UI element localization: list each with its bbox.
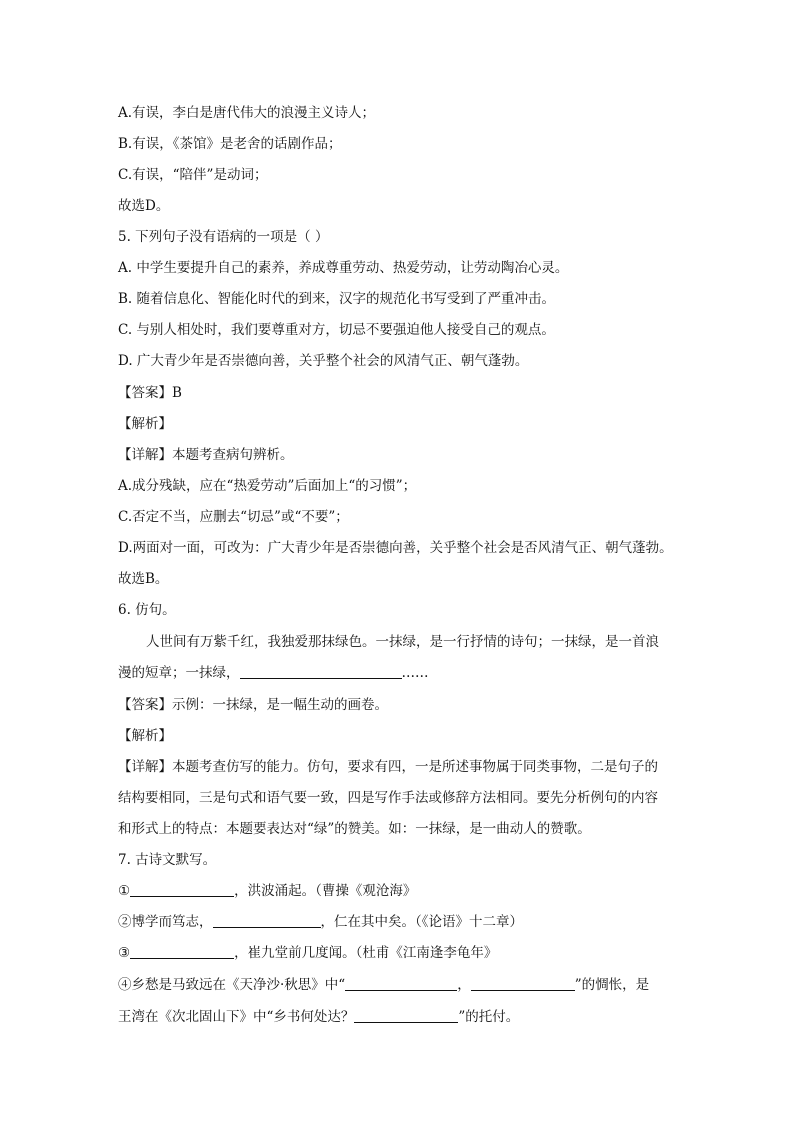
detail-text: 结构要相同，三是句式和语气要一致，四是写作手法或修辞方法相同。要先分析例句的内容	[118, 790, 658, 806]
detail-text: C.否定不当，应删去“切忌”或“不要”；	[118, 509, 349, 525]
detail-text: D.两面对一面，可改为：广大青少年是否崇德向善，关乎整个社会是否风清气正、朝气蓬勃。	[118, 540, 673, 556]
prompt-text: 人世间有万紫千红，我独爱那抹绿色。一抹绿，是一行抒情的诗句；一抹绿，是一首浪	[146, 634, 659, 650]
prompt-text-line	[118, 663, 429, 683]
detail-text: 【详解】本题考查仿写的能力。仿句，要求有四，一是所述事物属于同类事物，二是句子的	[118, 759, 658, 775]
question-5-title: 5. 下列句子没有语病的一项是（ ）	[118, 229, 329, 245]
answer-blank[interactable]	[354, 1008, 458, 1023]
poem-line-2: ②博学而笃志， ，仁在其中矣。（《论语》十二章）	[118, 914, 523, 930]
detail-text: 和形式上的特点：本题要表达对“绿”的赞美。如：一抹绿，是一曲动人的赞歌。	[118, 821, 591, 837]
text-line: 故选D。	[118, 198, 170, 214]
detail-text: A.成分残缺，应在“热爱劳动”后面加上“的习惯”；	[118, 478, 417, 494]
poem-line-5: 王湾在《次北固山下》中“乡书何处达？ ”的托付。	[118, 1009, 520, 1025]
answer-blank[interactable]	[240, 664, 402, 679]
option-c: C. 与别人相处时，我们要尊重对方，切忌不要强迫他人接受自己的观点。	[118, 322, 555, 338]
answer-blank[interactable]	[130, 882, 234, 897]
text-line: B.有误，《茶馆》是老舍的话剧作品；	[118, 136, 342, 152]
poem-line-3: ③ ，崔九堂前几度闻。（杜甫《江南逢李龟年》	[118, 945, 498, 961]
option-a: A. 中学生要提升自己的素养，养成尊重劳动、热爱劳动，让劳动陶冶心灵。	[118, 260, 569, 276]
poem-line-1: ① ，洪波涌起。（曹操《观沧海》	[118, 883, 417, 899]
option-b: B. 随着信息化、智能化时代的到来，汉字的规范化书写受到了严重冲击。	[118, 291, 556, 307]
option-d: D. 广大青少年是否崇德向善，关乎整个社会的风清气正、朝气蓬勃。	[118, 353, 529, 369]
answer-blank[interactable]	[213, 913, 321, 928]
analysis-label: 【解析】	[118, 416, 172, 432]
text-line: C.有误，“陪伴”是动词；	[118, 167, 268, 183]
question-6-title: 6. 仿句。	[118, 602, 176, 618]
detail-text: 【详解】本题考查病句辨析。	[118, 447, 294, 463]
poem-line-4: ④乡愁是马致远在《天净沙·秋思》中“ ， ”的惆怅，是	[118, 977, 650, 993]
answer-label: 【答案】B	[118, 385, 182, 401]
answer-blank[interactable]	[471, 976, 575, 991]
text-line: A.有误，李白是唐代伟大的浪漫主义诗人；	[118, 105, 376, 121]
analysis-label: 【解析】	[118, 728, 172, 744]
detail-text: 故选B。	[118, 571, 169, 587]
prompt-text: 漫的短章；一抹绿，	[118, 665, 240, 681]
ellipsis: ……	[401, 665, 429, 681]
answer-label: 【答案】示例：一抹绿，是一幅生动的画卷。	[118, 697, 388, 713]
answer-blank[interactable]	[345, 976, 457, 991]
question-7-title: 7. 古诗文默写。	[118, 852, 217, 868]
answer-blank[interactable]	[130, 944, 234, 959]
